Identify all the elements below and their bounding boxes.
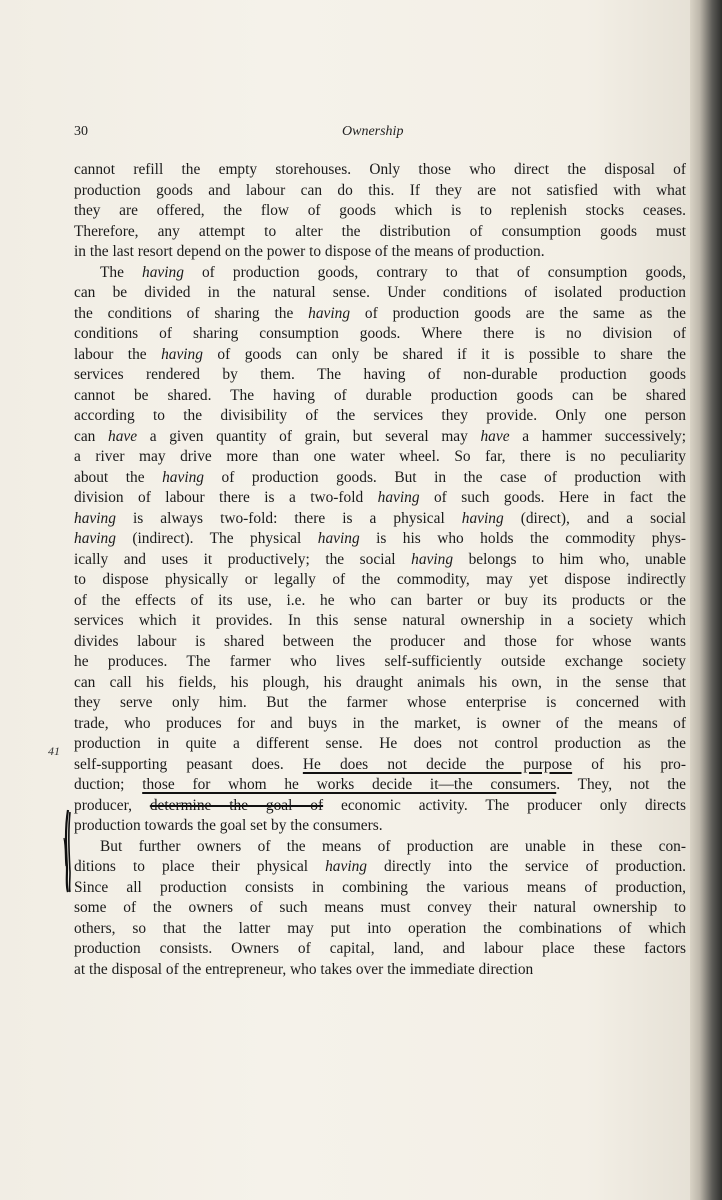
text-line: to dispose physically or legally of the commodity, may yet dispose indirectly — [74, 571, 686, 588]
text-line: he produces. The farmer who lives self-sufficiently outside exchange society — [74, 653, 686, 670]
text-line: division of labour there is a two-fold having of such goods. Here in fact the — [74, 489, 686, 506]
page-edge-shadow — [690, 0, 722, 1200]
text-line: cannot be shared. The having of durable production goods can be shared — [74, 386, 686, 404]
text-line: according to the divisibility of the services they provide. Only one person — [74, 407, 686, 424]
text-line: self-supporting peasant does. He does not decide the purpose of his pro- — [74, 755, 686, 773]
text-line: labour the having of goods can only be shared if it is possible to share the — [74, 345, 686, 363]
text-line: services rendered by them. The having of non-durable production goods — [74, 366, 686, 383]
text-line: Therefore, any attempt to alter the distribution of consumption goods must — [74, 222, 686, 240]
text-line: The having of production goods, contrary to that of consumption goods, — [100, 263, 687, 281]
text-line: the conditions of sharing the having of production goods are the same as the — [74, 304, 686, 322]
page-number: 30 — [74, 124, 88, 139]
running-header — [74, 124, 634, 144]
text-line: production in quite a different sense. He does not control production as the — [74, 735, 686, 752]
text-line: cannot refill the empty storehouses. Only those who direct the disposal of — [74, 161, 686, 178]
text-line: production towards the goal set by the consumers. — [74, 817, 383, 834]
margin-page-reference: 41 — [48, 744, 60, 758]
text-line: production goods and labour can do this. If they are not satisfied with what — [74, 181, 686, 199]
text-line: about the having of production goods. But in the case of production with — [74, 468, 686, 486]
text-line: can have a given quantity of grain, but several may have a hammer successively; — [74, 427, 686, 445]
text-line: in the last resort depend on the power to dispose of the means of production. — [74, 243, 545, 260]
text-line: conditions of sharing consumption goods. Where there is no division of — [74, 325, 686, 342]
text-line: they are offered, the flow of goods which is to replenish stocks ceases. — [74, 202, 686, 219]
text-line: ically and uses it productively; the social having belongs to him who, unable — [74, 550, 686, 568]
text-line: can call his fields, his plough, his draught animals his own, in the sense that — [74, 673, 686, 691]
handwritten-margin-bracket — [62, 808, 72, 894]
text-line: at the disposal of the entrepreneur, who takes over the immediate direction — [74, 960, 534, 978]
text-line: others, so that the latter may put into operation the combinations of which — [74, 919, 686, 937]
body-text — [74, 160, 686, 980]
text-line: production consists. Owners of capital, land, and labour place these factors — [74, 940, 686, 957]
text-line: some of the owners of such means must convey their natural ownership to — [74, 899, 686, 916]
text-line: can be divided in the natural sense. Under conditions of isolated production — [74, 284, 686, 301]
text-line: ditions to place their physical having directly into the service of production. — [74, 858, 687, 875]
text-line: a river may drive more than one water wheel. So far, there is no peculiarity — [74, 448, 686, 465]
text-line: of the effects of its use, i.e. he who can barter or buy its products or the — [74, 591, 686, 609]
text-line: services which it provides. In this sense natural ownership in a society which — [74, 612, 686, 629]
text-line: Since all production consists in combining the various means of production, — [74, 878, 686, 896]
text-line: But further owners of the means of production are unable in these con- — [100, 837, 686, 855]
text-line: divides labour is shared between the producer and those for whose wants — [74, 632, 686, 650]
text-line: producer, determine the goal of economic activity. The producer only directs — [74, 796, 686, 814]
text-line: having (indirect). The physical having is his who holds the commodity phys- — [74, 530, 686, 547]
text-line: having is always two-fold: there is a physical having (direct), and a social — [74, 509, 686, 527]
text-line: they serve only him. But the farmer whose enterprise is concerned with — [74, 694, 686, 711]
text-line: trade, who produces for and buys in the market, is owner of the means of — [74, 714, 686, 732]
text-line: duction; those for whom he works decide it—the consumers. They, not the — [74, 776, 687, 793]
running-title: Ownership — [342, 124, 404, 139]
